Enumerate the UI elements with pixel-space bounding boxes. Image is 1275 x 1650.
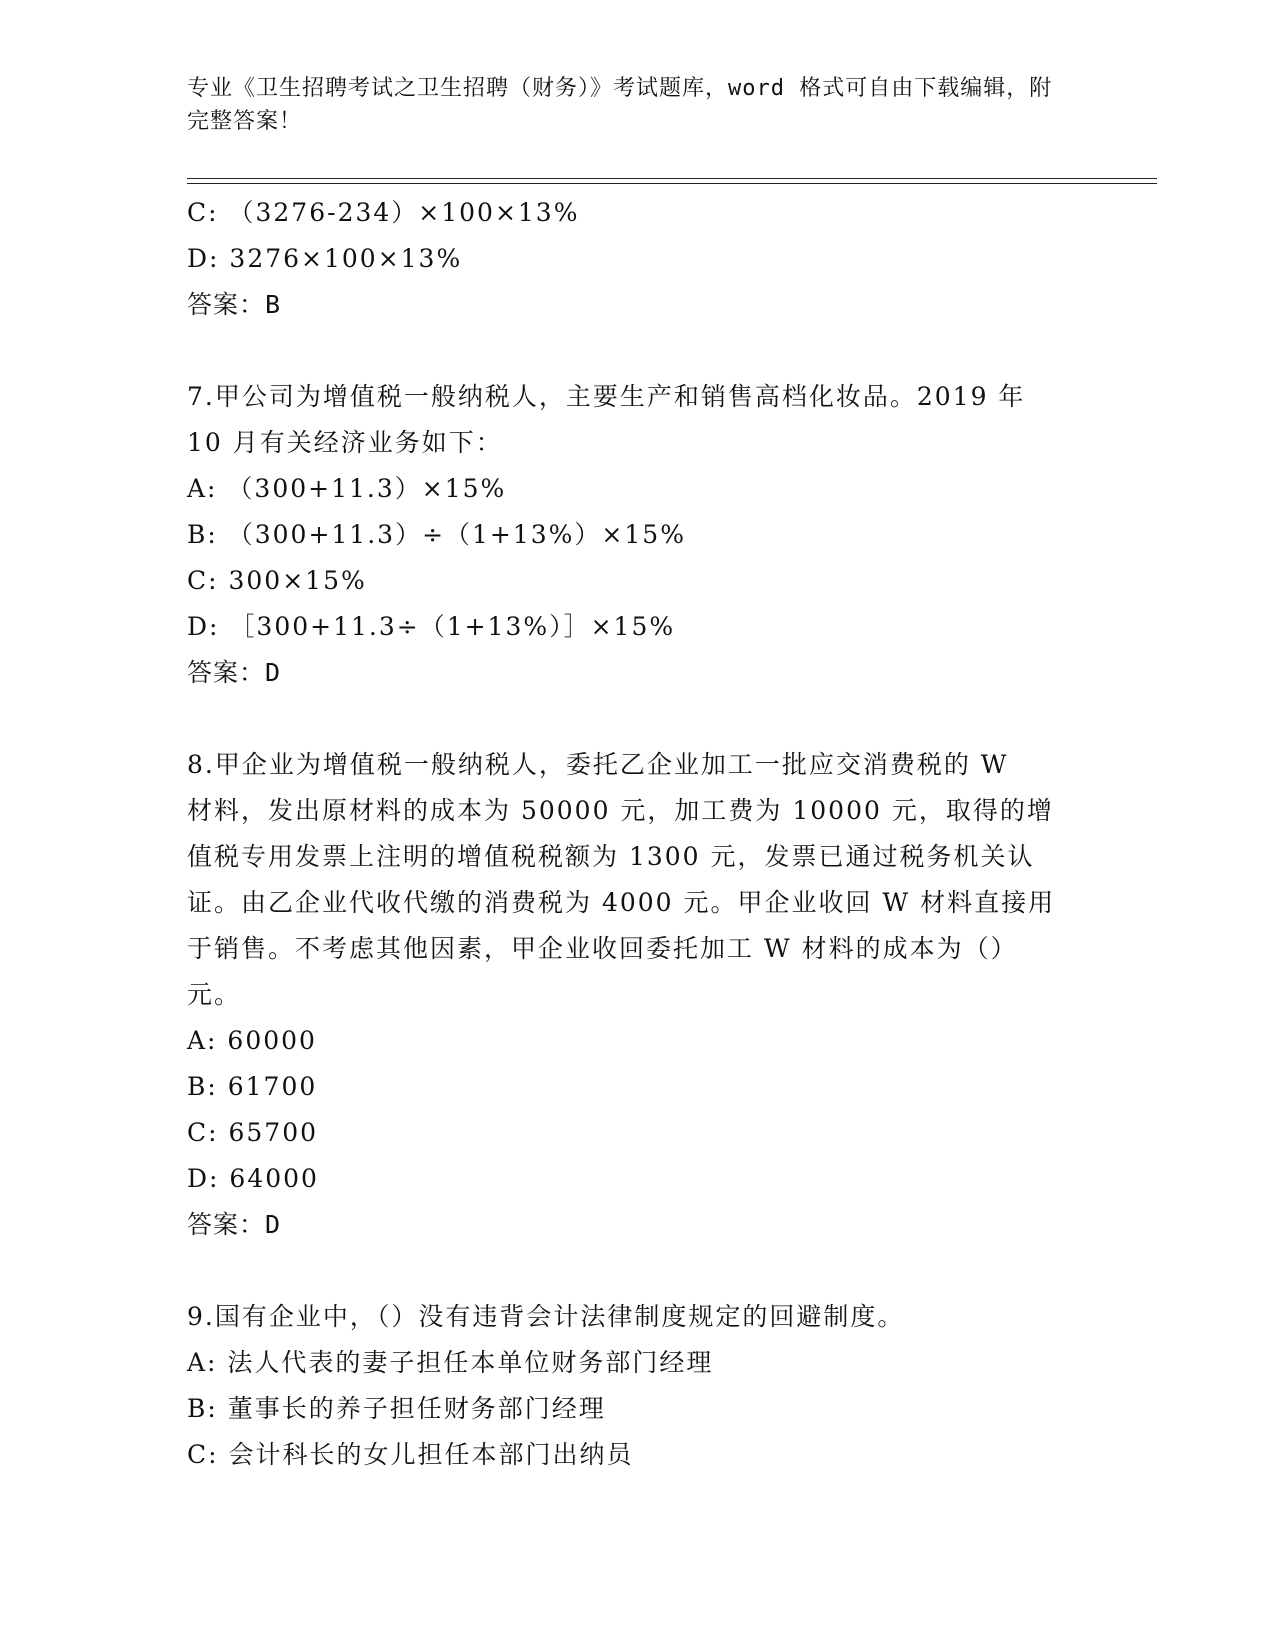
- answer-line: 答案：B: [187, 290, 282, 319]
- option-b: B: 61700: [187, 1072, 318, 1101]
- question-7: [187, 374, 1087, 696]
- option-c: C: 65700: [187, 1118, 319, 1147]
- spacer: [187, 1248, 1087, 1294]
- question-text-line: 于销售。不考虑其他因素，甲企业收回委托加工 W 材料的成本为（）: [187, 934, 1018, 963]
- document-header: 专业《卫生招聘考试之卫生招聘（财务）》考试题库，word 格式可自由下载编辑，附完整答案！: [187, 76, 1053, 134]
- question-text-line: 元。: [187, 980, 242, 1009]
- answer-line: 答案：D: [187, 658, 282, 687]
- option-a: A: 法人代表的妻子担任本单位财务部门经理: [187, 1348, 714, 1377]
- option-d: D: ［300+11.3÷（1+13%）］×15%: [187, 612, 676, 641]
- option-b: B: （300+11.3）÷（1+13%）×15%: [187, 520, 686, 549]
- question-text-line: 证。由乙企业代收代缴的消费税为 4000 元。甲企业收回 W 材料直接用: [187, 888, 1056, 917]
- question-text-line: 值税专用发票上注明的增值税税额为 1300 元，发票已通过税务机关认: [187, 842, 1035, 871]
- option-a: A: 60000: [187, 1026, 317, 1055]
- question-8: [187, 742, 1087, 1248]
- header-rule-bottom: [187, 183, 1157, 184]
- question-9: [187, 1294, 1087, 1478]
- question-text-line: 材料，发出原材料的成本为 50000 元，加工费为 10000 元，取得的增: [187, 796, 1054, 825]
- spacer: [187, 696, 1087, 742]
- question-text-line: 8.甲企业为增值税一般纳税人，委托乙企业加工一批应交消费税的 W: [187, 750, 1009, 779]
- header-rule-top: [187, 178, 1157, 179]
- option-d: D: 3276×100×13%: [187, 244, 463, 273]
- question-text-line: 9.国有企业中，（）没有违背会计法律制度规定的回避制度。: [187, 1302, 905, 1331]
- question-text-line: 7.甲公司为增值税一般纳税人，主要生产和销售高档化妆品。2019 年: [187, 382, 1026, 411]
- option-c: C: （3276-234）×100×13%: [187, 198, 580, 227]
- option-d: D: 64000: [187, 1164, 319, 1193]
- option-a: A: （300+11.3）×15%: [187, 474, 507, 503]
- spacer: [187, 328, 1087, 374]
- option-b: B: 董事长的养子担任财务部门经理: [187, 1394, 606, 1423]
- prev-question: [187, 190, 1087, 328]
- option-c: C: 会计科长的女儿担任本部门出纳员: [187, 1440, 634, 1469]
- answer-line: 答案：D: [187, 1210, 282, 1239]
- option-c: C: 300×15%: [187, 566, 367, 595]
- question-text-line: 10 月有关经济业务如下：: [187, 428, 503, 457]
- question-content: [187, 190, 1087, 1478]
